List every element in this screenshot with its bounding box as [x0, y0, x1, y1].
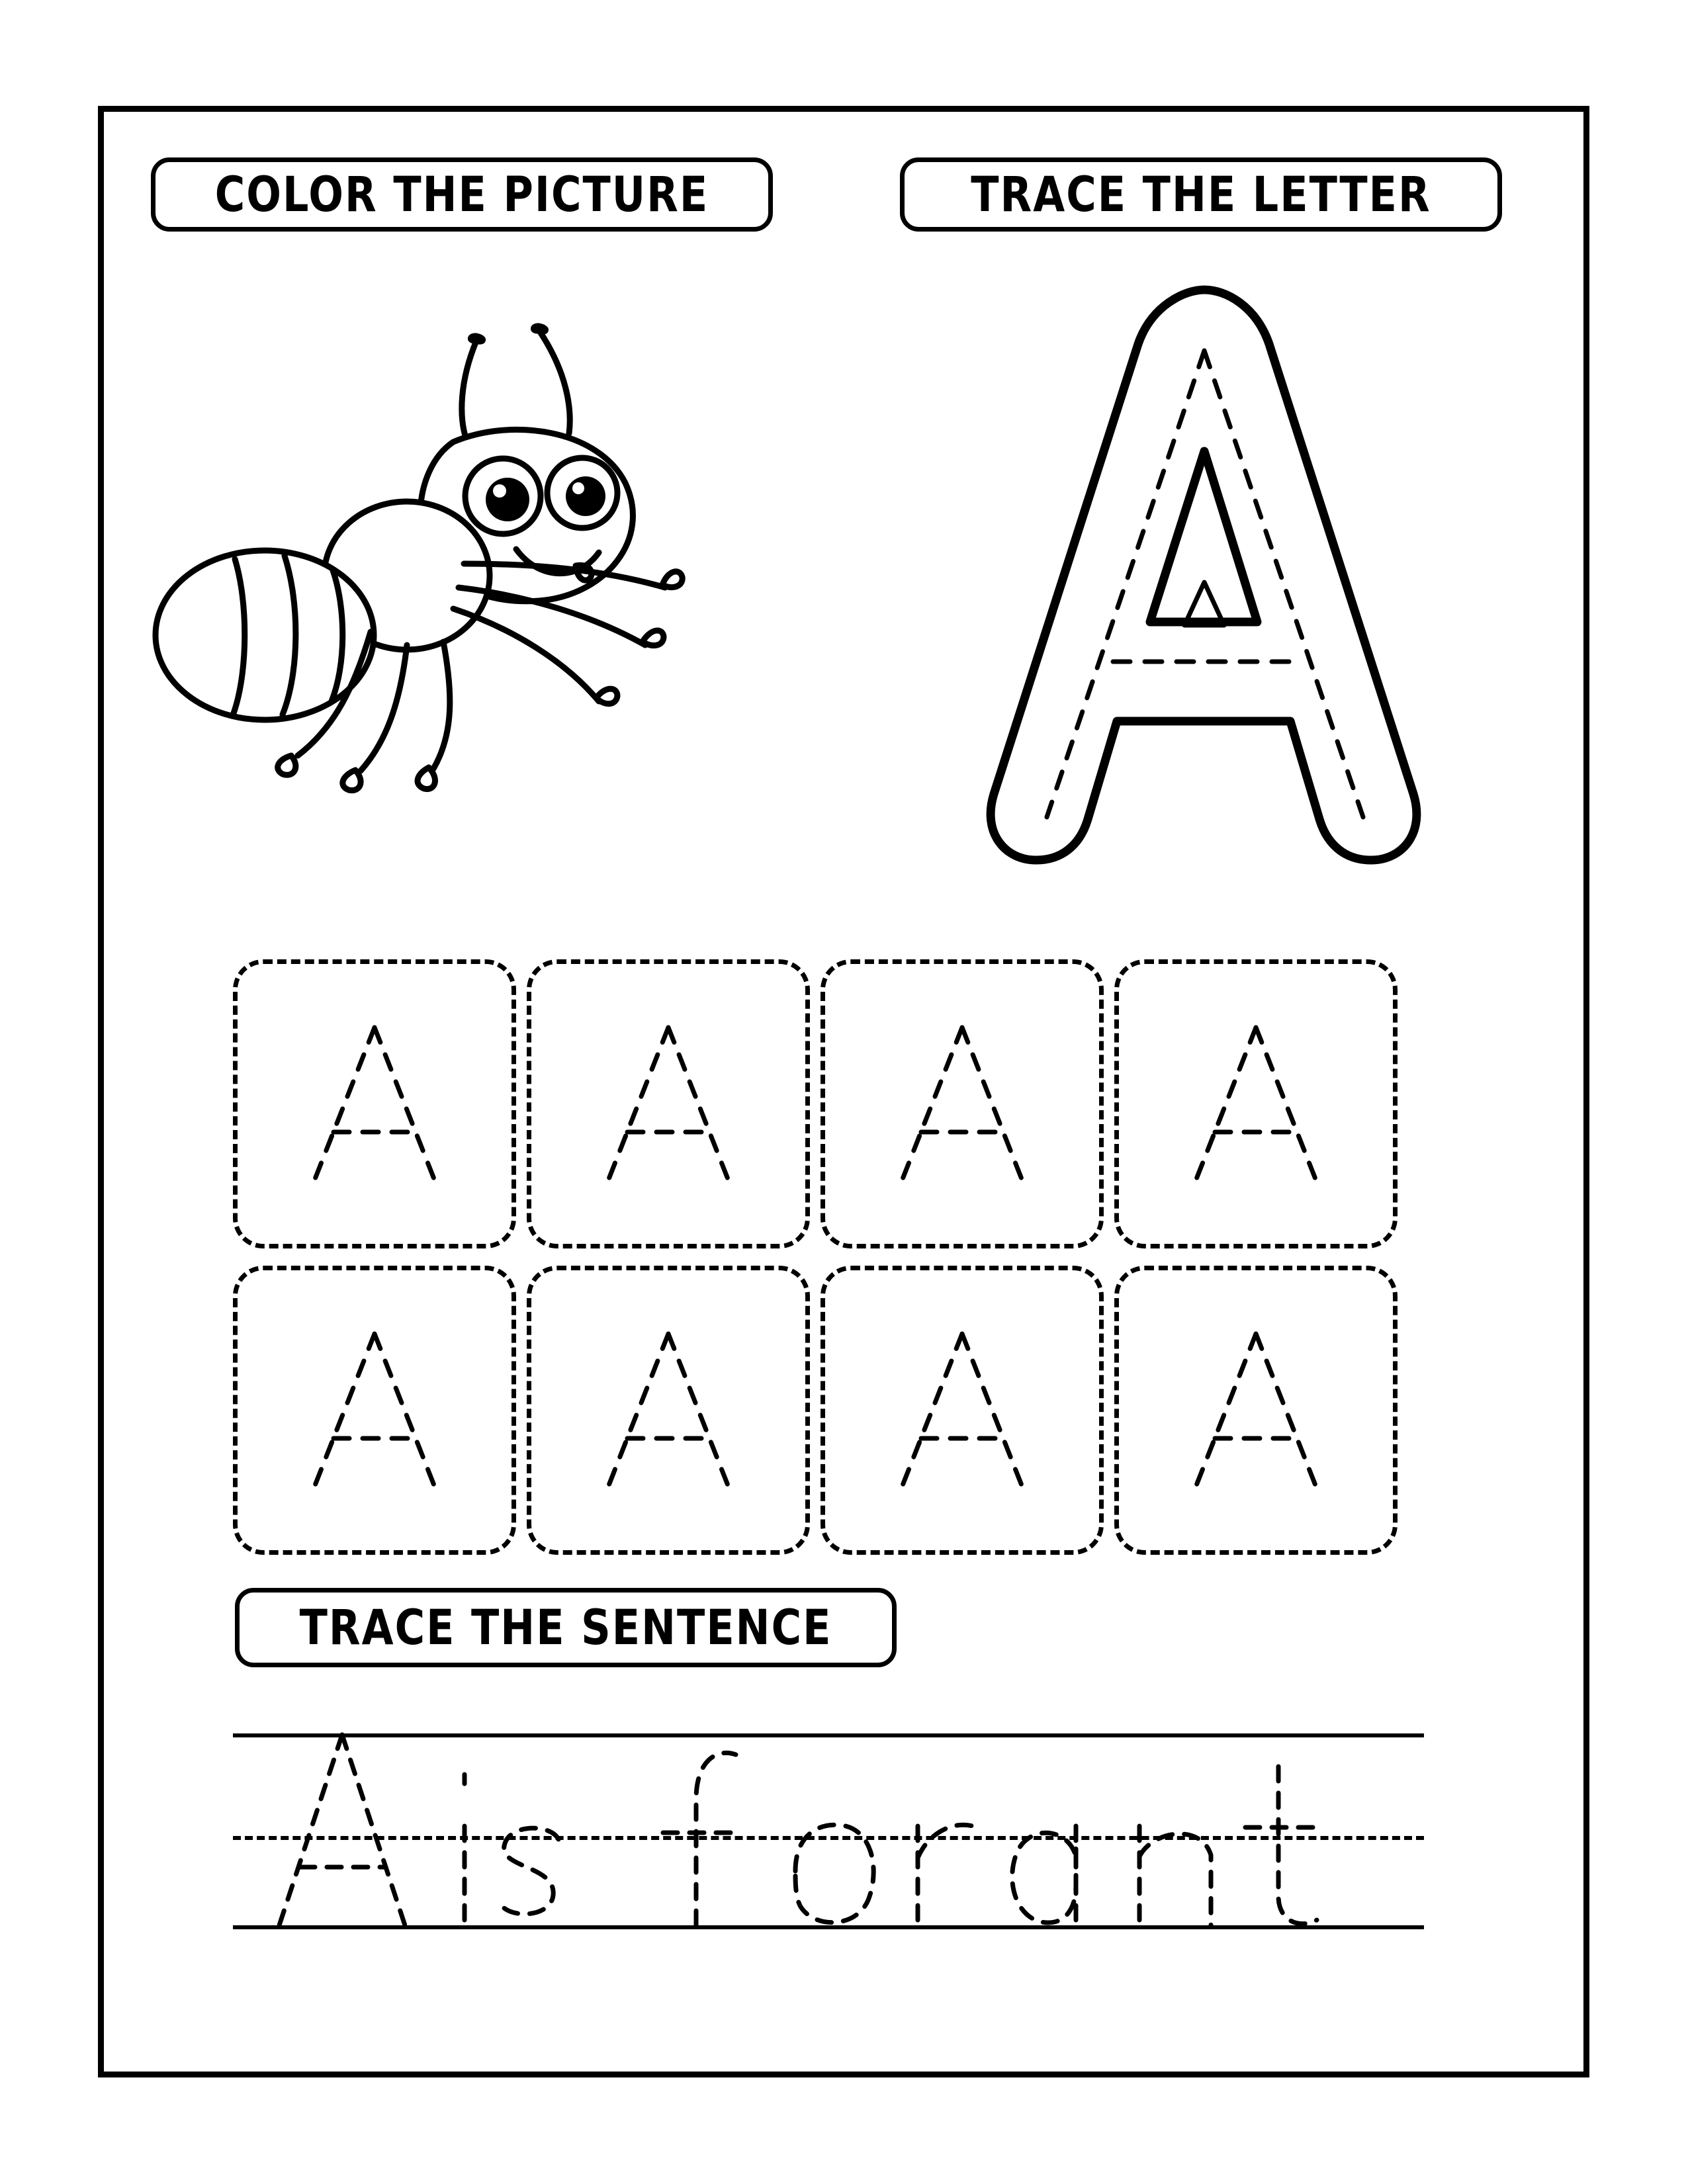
trace-cell[interactable] — [821, 1266, 1104, 1555]
dashed-letter-a — [1177, 1311, 1335, 1510]
section-title-trace-the-letter — [900, 157, 1502, 232]
dashed-letter-a — [295, 1311, 454, 1510]
section-title-trace-the-letter-label: TRACE THE LETTER — [971, 165, 1431, 223]
trace-cell[interactable] — [233, 959, 516, 1248]
trace-cell[interactable] — [527, 1266, 810, 1555]
ant-illustration — [142, 265, 804, 880]
dashed-letter-a — [883, 1005, 1042, 1203]
trace-cell[interactable] — [821, 959, 1104, 1248]
dashed-letter-a — [589, 1311, 748, 1510]
sentence-tracing-area[interactable] — [233, 1700, 1424, 1978]
section-title-trace-the-sentence — [235, 1588, 897, 1667]
ant-illustration-svg — [142, 265, 804, 880]
trace-cell[interactable] — [1114, 959, 1398, 1248]
big-trace-letter-a-svg — [940, 265, 1456, 880]
trace-cell[interactable] — [527, 959, 810, 1248]
section-title-color-the-picture — [151, 157, 773, 232]
dashed-letter-a — [883, 1311, 1042, 1510]
section-title-trace-the-sentence-label: TRACE THE SENTENCE — [299, 1598, 832, 1656]
big-trace-letter-a — [940, 265, 1456, 880]
dashed-letter-a — [1177, 1005, 1335, 1203]
dashed-sentence-svg — [273, 1727, 1398, 1945]
trace-letter-grid — [233, 959, 1398, 1555]
trace-cell[interactable] — [233, 1266, 516, 1555]
trace-cell[interactable] — [1114, 1266, 1398, 1555]
dashed-letter-a — [589, 1005, 748, 1203]
dashed-letter-a — [295, 1005, 454, 1203]
section-title-color-the-picture-label: COLOR THE PICTURE — [214, 165, 709, 223]
dashed-sentence-a-is-for-ant — [273, 1727, 1398, 1945]
